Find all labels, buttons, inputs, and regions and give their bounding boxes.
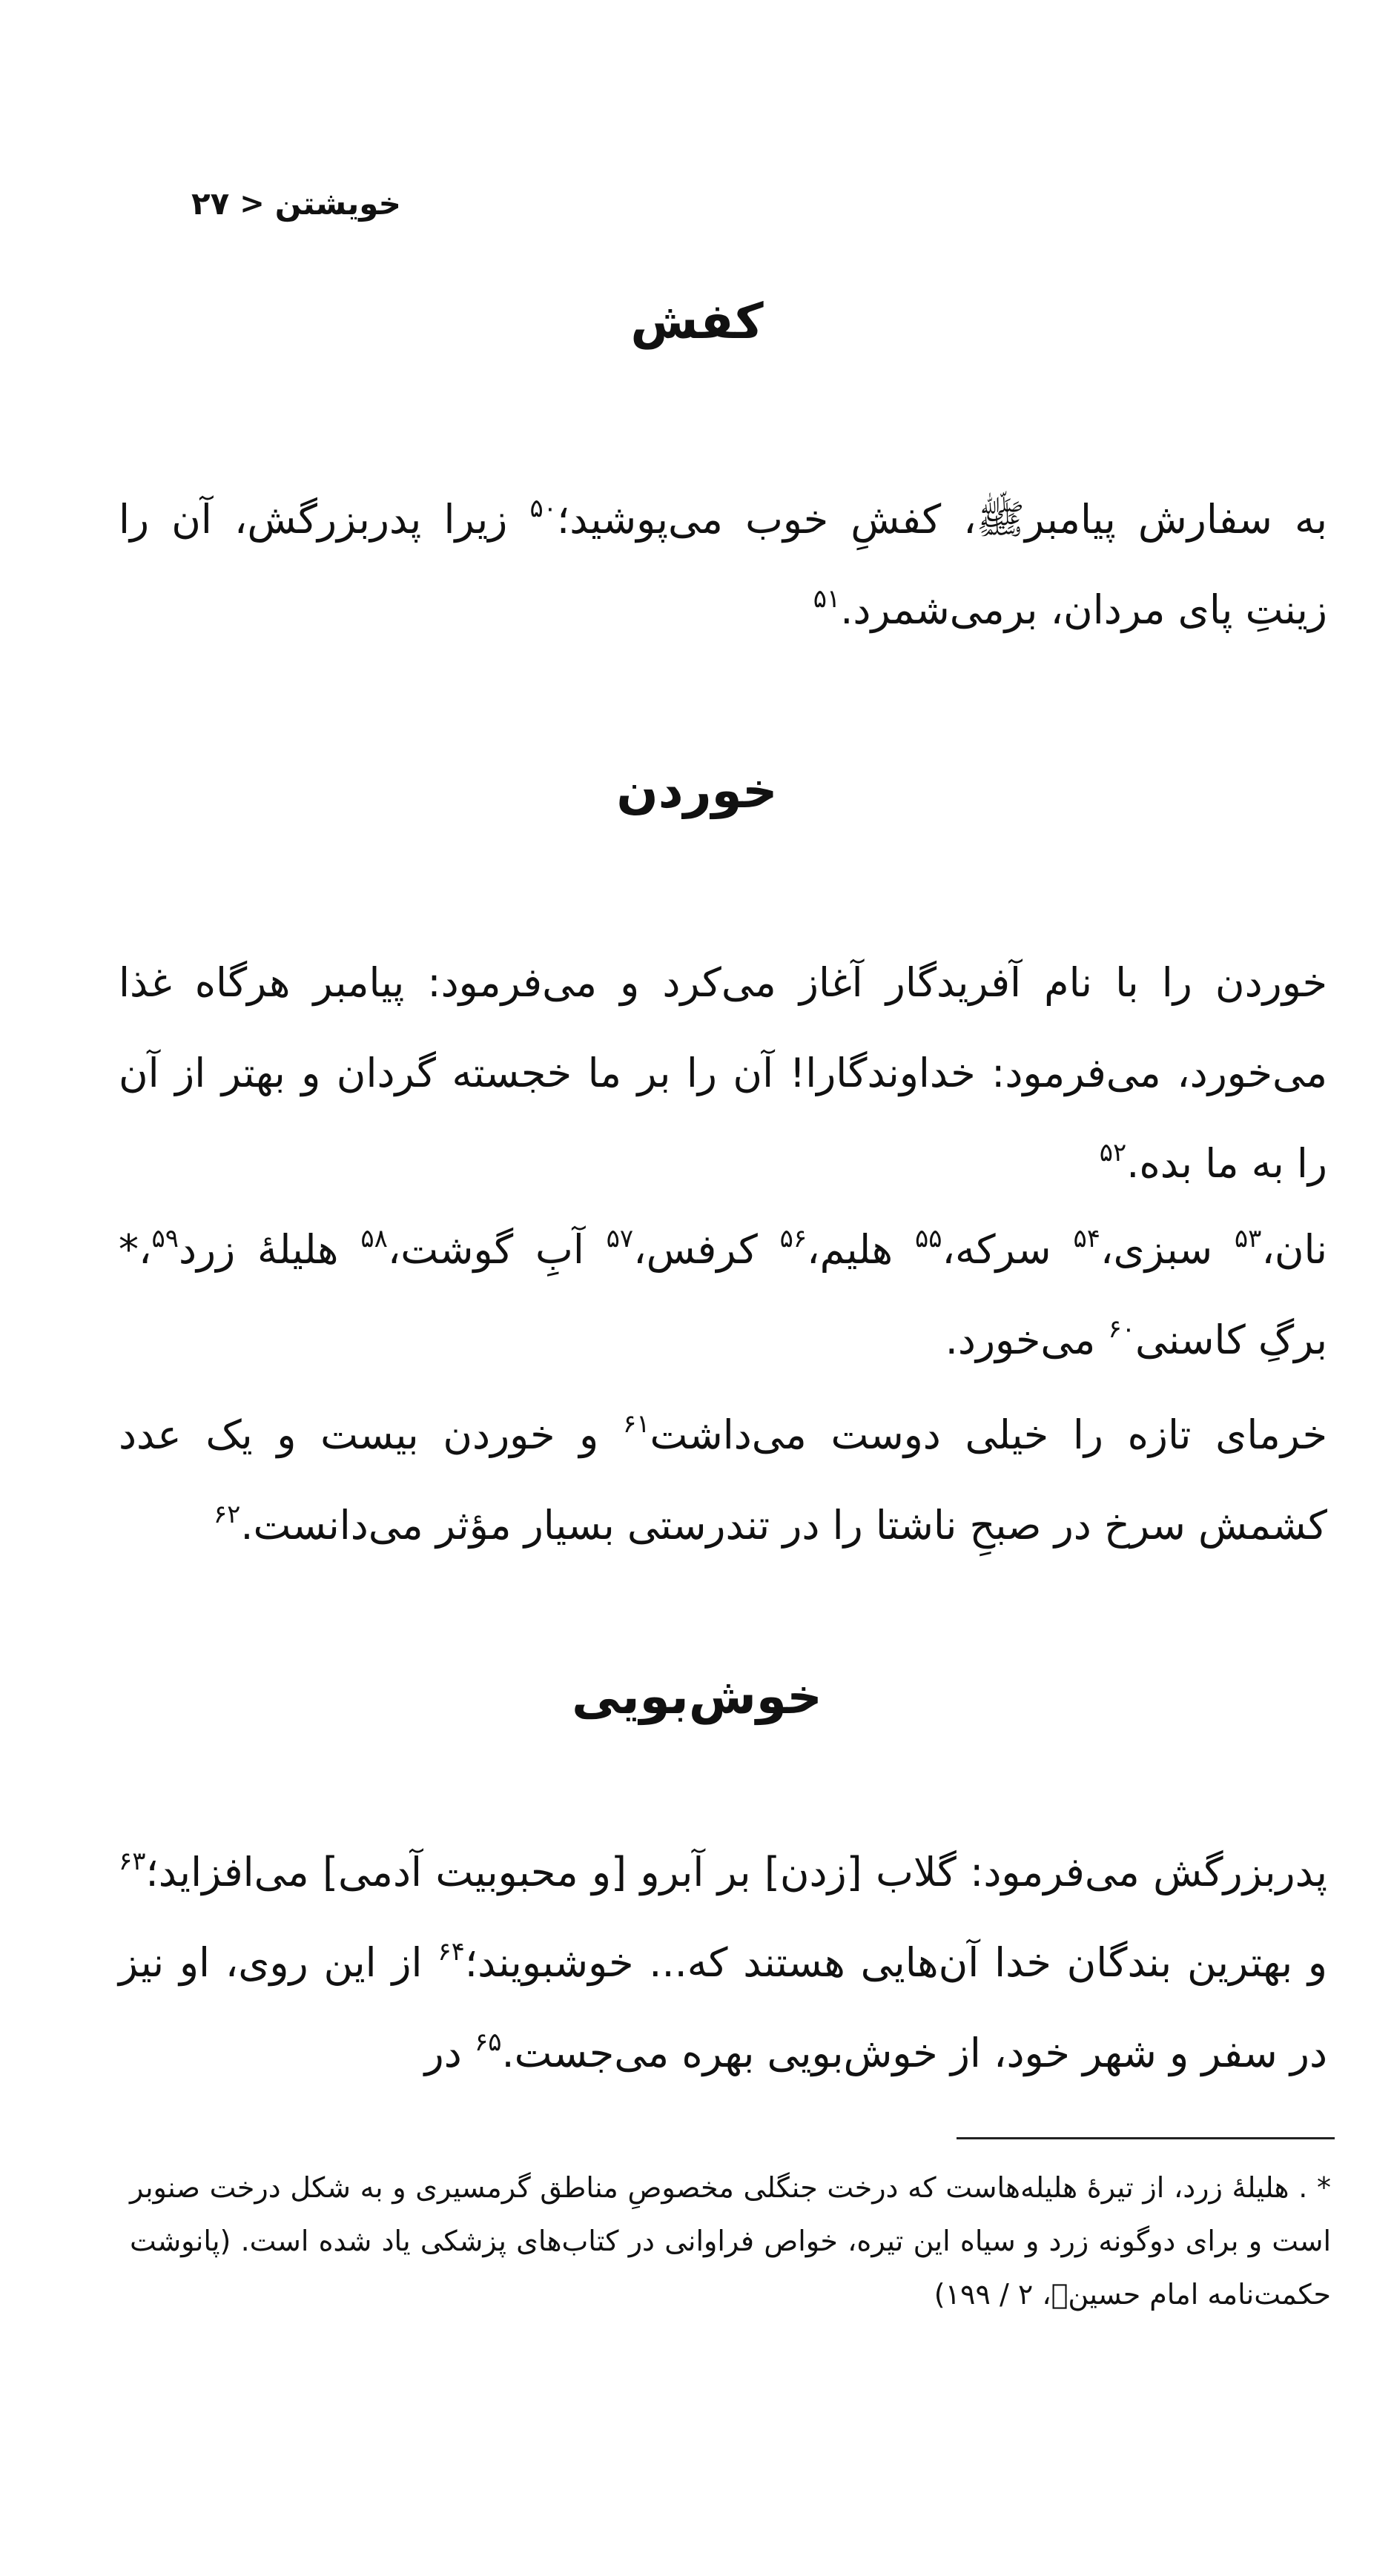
section-title-shoes: کفش: [630, 293, 764, 350]
footnote-ref[interactable]: ۶۱: [622, 1409, 650, 1439]
text-run: سبزی،: [1100, 1226, 1235, 1273]
footnote-ref[interactable]: ۵۵: [915, 1224, 942, 1254]
paragraph-shoes: [119, 474, 1327, 655]
text-run: و خوردن بیست و یک عدد کشمش سرخ در صبحِ ناشتا را در تندرستی بسیار مؤثر می‌دانست.: [119, 1411, 1327, 1549]
footnote-ref[interactable]: ۵۴: [1073, 1224, 1101, 1254]
page-number: ۲۷: [191, 185, 230, 222]
section-title-eating: خوردن: [616, 762, 778, 819]
paragraph-eating-3: [119, 1390, 1327, 1571]
footnote-ref[interactable]: ۶۰: [1108, 1314, 1135, 1344]
text-run: آبِ گوشت،: [387, 1226, 607, 1273]
paragraph-perfume: [119, 1827, 1327, 2099]
text-run: و بهترین بندگان خدا آن‌هایی هستند که... خوشبویند؛: [464, 1939, 1327, 1986]
footnote-ref[interactable]: ۵۷: [606, 1224, 634, 1254]
footnote-ref[interactable]: ۵۱: [813, 584, 841, 614]
text-run: به سفارش پیامبرﷺ، کفشِ خوب می‌پوشید؛: [557, 496, 1328, 543]
text-run: خرمای تازه را خیلی دوست می‌داشت: [650, 1411, 1327, 1458]
text-run: می‌خورد.: [945, 1317, 1109, 1363]
text-run: زیرا پدربزرگش، آن را زینتِ پای مردان، برمی‌شمرد.: [119, 496, 1327, 633]
text-run: از این روی، او نیز در سفر و شهر خود، از خوش‌بویی بهره می‌جست.: [119, 1939, 1327, 2076]
chevron-icon: >: [240, 186, 265, 221]
chapter-title: خویشتن: [274, 185, 401, 222]
text-run: هلیلهٔ زرد: [178, 1226, 361, 1273]
footnote-ref[interactable]: ۶۲: [213, 1500, 241, 1529]
text-run: در: [424, 2030, 475, 2076]
paragraph-eating-2: [119, 1205, 1327, 1385]
running-header: [191, 185, 401, 222]
text-run: سرکه،: [942, 1226, 1074, 1273]
paragraph-eating-1: [119, 938, 1327, 1209]
text-run: نان،: [1261, 1226, 1328, 1273]
footnote-ref[interactable]: ۶۵: [474, 2027, 502, 2057]
footnote-ref[interactable]: ۵۸: [360, 1224, 388, 1254]
text-run: هلیم،: [807, 1226, 915, 1273]
footnote: * . هلیلهٔ زرد، از تیرهٔ هلیله‌هاست که درخت جنگلی مخصوصِ مناطق گرمسیری و به شکل درخت صنوبر است و برای دوگونه زرد و سیاه این تیره، خواص فراوانی در کتاب‌های پزشکی یاد شده است. (پانوشت حکمت‌نامه امام حسینؑ، ۲ / ۱۹۹): [130, 2171, 1331, 2311]
footnote-divider: [957, 2137, 1335, 2139]
footnote-ref[interactable]: ۵۹: [151, 1224, 179, 1254]
footnote-ref[interactable]: ۵۲: [1099, 1138, 1127, 1168]
footnote-ref[interactable]: ۵۰: [529, 494, 558, 523]
text-run: ،* برگِ کاسنی: [119, 1226, 1327, 1363]
text-run: خوردن را با نام آفریدگار آغاز می‌کرد و می‌فرمود: پیامبر هرگاه غذا می‌خورد، می‌فرمود: خداوندگارا! آن را بر ما خجسته گردان و بهتر از آن را به ما بده.: [119, 959, 1327, 1187]
footnote-ref[interactable]: ۵۳: [1234, 1224, 1262, 1254]
footnote-ref[interactable]: ۵۶: [779, 1224, 807, 1254]
footnote-ref[interactable]: ۶۴: [437, 1937, 465, 1967]
text-run: کرفس،: [633, 1226, 780, 1273]
section-title-perfume: خوش‌بویی: [572, 1668, 822, 1725]
footnote-ref[interactable]: ۶۳: [119, 1847, 146, 1876]
text-run: پدربزرگش می‌فرمود: گلاب [زدن] بر آبرو [و محبوبیت آدمی] می‌افزاید؛: [145, 1849, 1327, 1895]
